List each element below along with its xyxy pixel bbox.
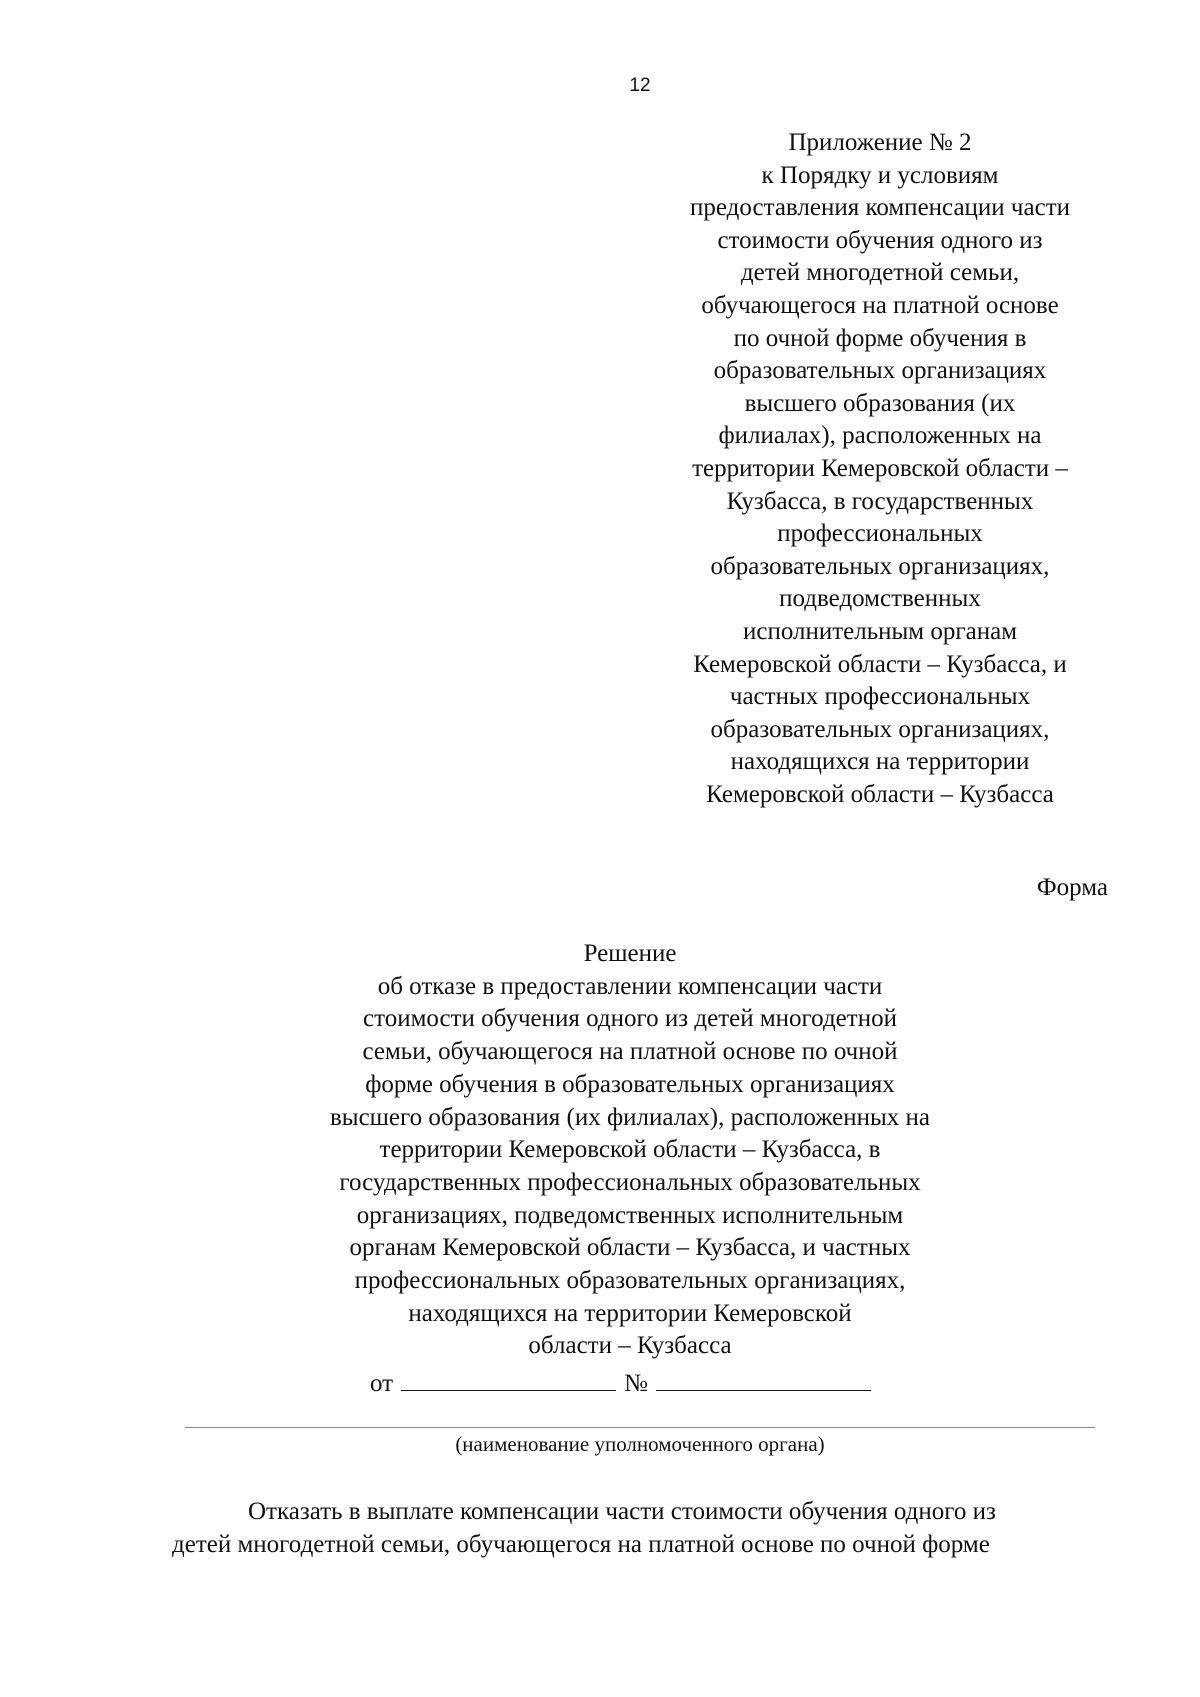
- decision-line: организациях, подведомственных исполнительным: [356, 1201, 904, 1229]
- decision-line: органам Кемеровской области – Кузбасса, и частных: [349, 1234, 911, 1262]
- decision-line: области – Кузбасса: [528, 1332, 732, 1360]
- appendix-line: образовательных организациях,: [710, 715, 1050, 743]
- appendix-line: стоимости обучения одного из: [717, 226, 1043, 254]
- body-paragraph: [172, 1495, 1107, 1561]
- appendix-line: детей многодетной семьи,: [740, 259, 1020, 287]
- body-line: детей многодетной семьи, обучающегося на платной основе по очной форме: [172, 1531, 990, 1558]
- date-number-line: [370, 1366, 910, 1398]
- appendix-line: профессиональных: [777, 520, 983, 548]
- appendix-line: подведомственных: [779, 585, 981, 613]
- appendix-line: Приложение № 2: [788, 129, 972, 156]
- appendix-line: частных профессиональных: [729, 683, 1031, 711]
- appendix-line: высшего образования (их: [744, 389, 1016, 417]
- appendix-line: образовательных организациях: [713, 357, 1047, 385]
- decision-line: об отказе в предоставлении компенсации части: [377, 972, 883, 1000]
- date-from-label: от: [370, 1370, 394, 1397]
- appendix-line: Кемеровской области – Кузбасса, и: [693, 650, 1067, 678]
- decision-line: форме обучения в образовательных организациях: [365, 1070, 895, 1098]
- appendix-line: исполнительным органам: [742, 617, 1018, 645]
- org-name-caption: (наименование уполномоченного органа): [455, 1432, 825, 1456]
- appendix-line: находящихся на территории: [730, 748, 1030, 776]
- appendix-line: предоставления компенсации части: [690, 194, 1070, 222]
- decision-heading: Решение: [583, 940, 677, 967]
- appendix-line: обучающегося на платной основе: [701, 291, 1059, 319]
- appendix-header: [650, 127, 1110, 811]
- decision-line: семьи, обучающегося на платной основе по очной: [362, 1038, 898, 1066]
- decision-title: [270, 938, 990, 1363]
- number-blank-field[interactable]: [656, 1366, 871, 1391]
- appendix-line: образовательных организациях,: [710, 552, 1050, 580]
- appendix-line: филиалах), расположенных на: [718, 422, 1042, 450]
- appendix-line: Кемеровской области – Кузбасса: [706, 780, 1054, 808]
- decision-line: стоимости обучения одного из детей многодетной: [363, 1005, 897, 1033]
- decision-line: находящихся на территории Кемеровской: [408, 1299, 852, 1327]
- decision-line: высшего образования (их филиалах), расположенных на: [329, 1103, 931, 1131]
- date-blank-field[interactable]: [401, 1366, 616, 1391]
- decision-line: государственных профессиональных образовательных: [339, 1168, 921, 1196]
- form-label: Форма: [1036, 874, 1108, 901]
- number-label: №: [624, 1370, 648, 1397]
- page-number: 12: [629, 75, 651, 96]
- decision-line: территории Кемеровской области – Кузбасса, в: [379, 1136, 881, 1164]
- appendix-line: к Порядку и условиям: [761, 161, 999, 189]
- appendix-line: по очной форме обучения в: [733, 324, 1027, 352]
- appendix-line: Кузбасса, в государственных: [726, 487, 1034, 515]
- decision-line: профессиональных образовательных организациях,: [354, 1267, 906, 1295]
- org-name-blank-line[interactable]: [185, 1427, 1095, 1428]
- appendix-line: территории Кемеровской области –: [692, 454, 1068, 482]
- body-line: Отказать в выплате компенсации части стоимости обучения одного из: [248, 1498, 996, 1525]
